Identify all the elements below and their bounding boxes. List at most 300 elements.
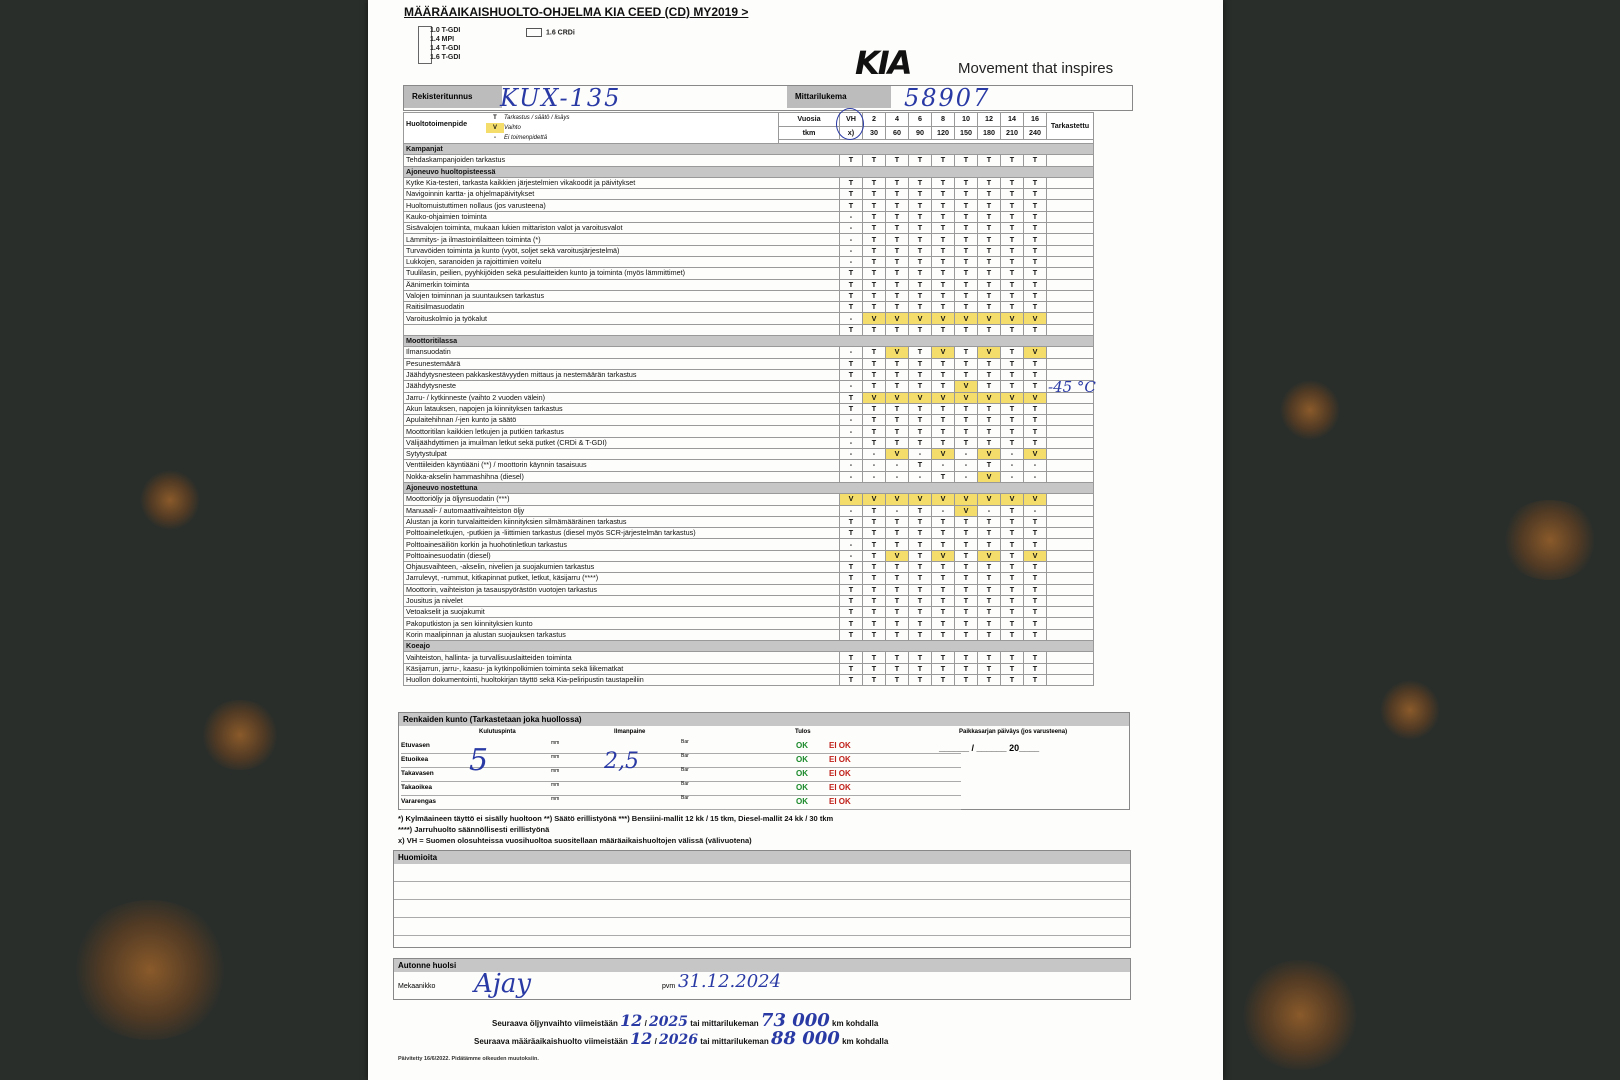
tarkastettu-header: Tarkastettu [1047,113,1094,140]
task-interval-value: T [955,268,978,279]
year-header: 6 [909,113,932,127]
task-interval-value: T [1001,561,1024,572]
checked-cell [1047,663,1094,674]
task-interval-value: T [978,403,1001,414]
table-row [404,392,1094,403]
footer-note: Päivitetty 16/6/2022. Pidätämme oikeuden muutoksiin. [398,1056,539,1062]
table-row [404,505,1094,516]
task-name: Pakoputkiston ja sen kiinnityksien kunto [404,618,840,629]
task-interval-value: T [978,324,1001,335]
task-interval-value: T [1001,539,1024,550]
task-name: Äänimerkin toiminta [404,279,840,290]
task-interval-value: T [886,415,909,426]
task-interval-value: T [978,516,1001,527]
table-row [404,245,1094,256]
task-interval-value: V [1024,494,1047,505]
task-interval-value: T [840,268,863,279]
table-row [404,358,1094,369]
task-interval-value: T [955,539,978,550]
task-interval-value: T [840,324,863,335]
task-interval-value: T [978,302,1001,313]
checked-cell [1047,245,1094,256]
task-interval-value: T [932,256,955,267]
task-interval-value: V [1024,347,1047,358]
task-interval-value: T [1001,358,1024,369]
task-interval-value: T [840,618,863,629]
task-interval-value: V [886,347,909,358]
task-interval-value: T [909,652,932,663]
task-interval-value: T [909,347,932,358]
task-interval-value: T [909,189,932,200]
task-name: Polttoaineletkujen, -putkien ja -liittimien tarkastus (diesel myös SCR-järjestelmän tarkastus) [404,528,840,539]
task-name: Lämmitys- ja ilmastointilaitteen toiminta (*) [404,234,840,245]
task-interval-value: T [1001,256,1024,267]
remarks-line [394,864,1130,882]
legend-text: Vaihto [504,125,521,131]
task-interval-value: T [978,256,1001,267]
task-interval-value: T [932,561,955,572]
task-name: Jousitus ja nivelet [404,595,840,606]
task-interval-value: T [932,369,955,380]
result-header: Tulos [795,729,811,735]
checked-cell [1047,347,1094,358]
checked-cell [1047,584,1094,595]
task-interval-value: T [1024,415,1047,426]
bar-unit: Bar [681,781,689,787]
task-interval-value: T [955,528,978,539]
km-header: 180 [978,126,1001,140]
legend-key: V [486,123,504,133]
task-interval-value: T [932,663,955,674]
task-name: Valojen toiminnan ja suuntauksen tarkastus [404,290,840,301]
task-interval-value: T [1001,302,1024,313]
task-interval-value: T [1001,573,1024,584]
checked-cell [1047,256,1094,267]
pressure-handwritten: 2,5 [604,749,639,774]
task-interval-value: T [1001,211,1024,222]
task-interval-value: T [955,403,978,414]
task-interval-value: - [886,505,909,516]
task-interval-value: - [840,471,863,482]
task-interval-value: T [1001,674,1024,685]
task-name: Tehdaskampanjoiden tarkastus [404,155,840,166]
task-interval-value: - [1024,460,1047,471]
task-interval-value: T [978,223,1001,234]
section-row [404,166,1094,177]
task-interval-value: T [932,652,955,663]
task-name: Vaihteiston, hallinta- ja turvallisuuslaitteiden toiminta [404,652,840,663]
table-row [404,494,1094,505]
task-name: Huollon dokumentointi, huoltokirjan täyttö sekä Kia-peliripustin taustapeiliin [404,674,840,685]
task-name: Käsijarrun, jarru-, kaasu- ja kytkinpolkimien toiminta sekä liikematkat [404,663,840,674]
task-interval-value: V [840,494,863,505]
remarks-line [394,918,1130,936]
coolant-temperature-note: -45 °C [1048,378,1096,396]
task-interval-value: T [909,245,932,256]
task-interval-value: T [978,426,1001,437]
task-interval-value: T [909,256,932,267]
task-interval-value: T [955,324,978,335]
task-interval-value: T [1024,302,1047,313]
task-interval-value: T [955,674,978,685]
task-name: Raitisilmasuodatin [404,302,840,313]
checked-cell [1047,550,1094,561]
task-interval-value: T [1024,528,1047,539]
task-name: Moottoriöljy ja öljynsuodatin (***) [404,494,840,505]
task-interval-value: T [909,629,932,640]
table-row [404,528,1094,539]
bar-unit: Bar [681,767,689,773]
task-interval-value: T [932,211,955,222]
task-interval-value: T [932,177,955,188]
task-interval-value: T [886,516,909,527]
task-interval-value: - [840,460,863,471]
ok-option: OK [796,769,808,778]
task-interval-value: V [978,313,1001,324]
task-interval-value: T [840,595,863,606]
document-title: MÄÄRÄAIKAISHUOLTO-OHJELMA KIA CEED (CD) MY2019 > [404,5,749,19]
task-interval-value: V [978,449,1001,460]
task-interval-value: T [932,595,955,606]
rust-stain [140,470,200,530]
table-row [404,234,1094,245]
task-interval-value: T [909,177,932,188]
task-interval-value: T [1024,234,1047,245]
task-interval-value: T [840,358,863,369]
task-interval-value: T [932,155,955,166]
task-interval-value: T [1001,381,1024,392]
task-interval-value: T [886,369,909,380]
task-interval-value: T [1024,324,1047,335]
task-interval-value: T [886,200,909,211]
table-row [404,290,1094,301]
task-interval-value: T [909,460,932,471]
task-interval-value: T [863,234,886,245]
task-interval-value: T [978,674,1001,685]
task-interval-value: T [978,573,1001,584]
task-interval-value: T [955,629,978,640]
ok-option: OK [796,755,808,764]
checked-cell [1047,268,1094,279]
section-title: Kampanjat [404,144,1094,155]
task-interval-value: V [863,313,886,324]
task-interval-value: T [978,460,1001,471]
task-name: Manuaali- / automaattivaihteiston öljy [404,505,840,516]
task-name: Välijäähdyttimen ja imuilman letkut sekä putket (CRDi & T-GDI) [404,437,840,448]
task-name: Alustan ja korin turvalaitteiden kiinnityksien silmämääräinen tarkastus [404,516,840,527]
task-interval-value: V [886,313,909,324]
task-interval-value: T [978,290,1001,301]
task-interval-value: T [886,358,909,369]
task-interval-value: T [909,663,932,674]
table-row [404,652,1094,663]
task-interval-value: - [840,234,863,245]
task-interval-value: T [909,200,932,211]
task-interval-value: T [1024,403,1047,414]
task-interval-value: V [1001,313,1024,324]
task-name: Vetoakselit ja suojakumit [404,607,840,618]
task-interval-value: T [1024,516,1047,527]
km-header: 210 [1001,126,1024,140]
task-interval-value: T [932,607,955,618]
task-interval-value: T [863,539,886,550]
task-interval-value: T [863,347,886,358]
table-row [404,471,1094,482]
task-interval-value: T [863,618,886,629]
task-interval-value: T [909,279,932,290]
task-interval-value: - [955,471,978,482]
circled-interval-mark [836,108,864,140]
task-interval-value: T [840,290,863,301]
not-ok-option: EI OK [829,797,851,806]
checked-cell [1047,516,1094,527]
footnote: x) VH = Suomen olosuhteissa vuosihuoltoa suositellaan määräaikaishuoltojen välissä (välivuotena) [398,836,752,845]
task-interval-value: T [1001,584,1024,595]
task-interval-value: T [863,595,886,606]
task-interval-value: T [863,561,886,572]
task-interval-value: V [955,392,978,403]
vuosia-label: Vuosia [779,113,840,127]
km-header: 90 [909,126,932,140]
task-interval-value: - [909,449,932,460]
task-interval-value: V [955,505,978,516]
remarks-line [394,882,1130,900]
task-interval-value: T [955,234,978,245]
task-interval-value: T [1001,245,1024,256]
task-interval-value: T [863,358,886,369]
table-row [404,573,1094,584]
task-interval-value: T [932,516,955,527]
task-interval-value: - [840,245,863,256]
next-service-month: 12 [630,1029,653,1048]
task-name: Korin maalipinnan ja alustan suojauksen tarkastus [404,629,840,640]
task-interval-value: T [932,528,955,539]
task-interval-value: T [863,437,886,448]
remarks-title: Huomioita [394,851,1130,864]
legend-item [486,123,569,133]
footnotes [398,813,833,846]
task-interval-value: T [932,539,955,550]
task-name: Venttiileiden käyntiääni (**) / moottorin käynnin tasaisuus [404,460,840,471]
task-interval-value: T [1024,629,1047,640]
task-interval-value: T [863,584,886,595]
km-header: 60 [886,126,909,140]
task-interval-value: T [909,381,932,392]
tire-position-label: Vararengas [401,798,437,805]
pressure-header: Ilmanpaine [614,729,646,735]
task-interval-value: - [840,437,863,448]
next-oil-km: 73 000 [760,1010,830,1031]
rust-stain [200,700,280,770]
task-name: Kytke Kia-testeri, tarkasta kaikkien järjestelmien vikakoodit ja päivitykset [404,177,840,188]
task-interval-value: T [978,279,1001,290]
task-interval-value: V [955,494,978,505]
table-row [404,561,1094,572]
task-interval-value: V [955,313,978,324]
checked-cell [1047,539,1094,550]
task-interval-value: T [863,403,886,414]
task-interval-value: T [955,302,978,313]
task-interval-value: T [932,189,955,200]
table-row [404,381,1094,392]
task-name: Tuulilasin, peilien, pyyhkijöiden sekä pesulaitteiden kunto ja toiminta (myös lämmittimet) [404,268,840,279]
table-row [404,629,1094,640]
task-interval-value: T [1024,223,1047,234]
task-interval-value: T [886,189,909,200]
task-interval-value: T [932,403,955,414]
task-interval-value: T [1001,223,1024,234]
task-interval-value: T [955,290,978,301]
task-interval-value: T [886,528,909,539]
not-ok-option: EI OK [829,741,851,750]
task-interval-value: T [840,674,863,685]
section-row [404,144,1094,155]
task-interval-value: T [909,234,932,245]
task-interval-value: T [932,268,955,279]
task-interval-value: T [978,234,1001,245]
task-interval-value: - [886,471,909,482]
task-interval-value: T [863,302,886,313]
task-interval-value: T [955,189,978,200]
date-header: Paikkasarjan päiväys (jos varusteena) [959,729,1068,735]
checked-cell [1047,471,1094,482]
section-title: Moottoritilassa [404,336,1094,347]
table-row [404,403,1094,414]
task-interval-value: V [1001,494,1024,505]
table-row [404,324,1094,335]
task-interval-value: - [840,449,863,460]
task-interval-value: T [909,550,932,561]
task-interval-value: T [863,155,886,166]
task-interval-value: V [909,313,932,324]
task-interval-value: T [886,618,909,629]
task-interval-value: V [1024,392,1047,403]
task-interval-value: T [840,369,863,380]
task-interval-value: V [978,347,1001,358]
task-interval-value: T [909,155,932,166]
task-interval-value: - [840,550,863,561]
task-interval-value: T [863,573,886,584]
task-interval-value: T [1024,155,1047,166]
task-name: Polttoainesäiliön korkin ja huohotinletkun tarkastus [404,539,840,550]
year-header: 10 [955,113,978,127]
task-interval-value: T [886,573,909,584]
task-interval-value: T [886,234,909,245]
task-interval-value: V [1024,313,1047,324]
task-interval-value: T [978,584,1001,595]
task-interval-value: T [840,392,863,403]
task-interval-value: T [1024,177,1047,188]
year-header: 4 [886,113,909,127]
task-interval-value: T [909,415,932,426]
task-interval-value: - [840,256,863,267]
table-row [404,437,1094,448]
tire-section-title: Renkaiden kunto (Tarkastetaan joka huollossa) [399,713,1129,726]
task-interval-value: - [840,505,863,516]
task-interval-value: - [840,347,863,358]
task-interval-value: T [1024,381,1047,392]
task-interval-value: T [1001,268,1024,279]
task-interval-value: T [1001,516,1024,527]
task-interval-value: T [886,652,909,663]
checked-cell [1047,460,1094,471]
task-interval-value: T [886,279,909,290]
task-interval-value: T [909,290,932,301]
task-interval-value: T [1024,256,1047,267]
checked-cell [1047,437,1094,448]
task-interval-value: T [955,618,978,629]
task-interval-value: T [978,268,1001,279]
task-name: Nokka-akselin hammashihna (diesel) [404,471,840,482]
ok-option: OK [796,797,808,806]
task-interval-value: T [932,471,955,482]
table-row [404,369,1094,380]
table-row [404,595,1094,606]
task-interval-value: V [886,550,909,561]
task-interval-value: T [909,268,932,279]
task-interval-value: T [840,177,863,188]
task-interval-value: - [1024,505,1047,516]
task-interval-value: T [932,324,955,335]
task-interval-value: T [1001,505,1024,516]
task-interval-value: V [886,392,909,403]
tkm-label: tkm [779,126,840,140]
task-interval-value: T [863,189,886,200]
legend-item [486,113,569,123]
task-interval-value: T [978,437,1001,448]
next-service-km: 88 000 [770,1028,840,1049]
bar-unit: Bar [681,795,689,801]
task-interval-value: T [909,223,932,234]
task-interval-value: T [840,561,863,572]
task-interval-value: - [1001,460,1024,471]
task-interval-value: T [1024,437,1047,448]
next-oil-label: Seuraava öljynvaihto viimeistään [492,1019,618,1028]
task-interval-value: T [909,437,932,448]
task-interval-value: T [863,674,886,685]
task-name: Ohjausvaihteen, -akselin, nivelien ja suojakumien tarkastus [404,561,840,572]
task-interval-value: T [1001,369,1024,380]
task-interval-value: V [978,392,1001,403]
task-interval-value: T [909,516,932,527]
task-interval-value: T [1001,403,1024,414]
task-interval-value: T [932,290,955,301]
task-interval-value: T [886,403,909,414]
legend-key: - [494,135,496,141]
checked-cell [1047,358,1094,369]
tire-row [401,795,961,810]
task-interval-value: T [978,381,1001,392]
task-interval-value: T [886,595,909,606]
task-name: Sytytystulpat [404,449,840,460]
mm-unit: mm [551,768,560,774]
task-interval-value: T [1024,189,1047,200]
table-row [404,415,1094,426]
task-interval-value: T [955,279,978,290]
legend-text: Ei toimenpidettä [504,135,548,141]
task-interval-value: T [978,245,1001,256]
task-interval-value: T [1024,663,1047,674]
task-interval-value: - [886,460,909,471]
task-interval-value: T [1024,584,1047,595]
task-interval-value: T [955,200,978,211]
checked-cell [1047,449,1094,460]
tread-handwritten: 5 [469,743,489,778]
checked-cell [1047,494,1094,505]
table-row [404,200,1094,211]
table-row [404,155,1094,166]
section-title: Koeajo [404,641,1094,652]
